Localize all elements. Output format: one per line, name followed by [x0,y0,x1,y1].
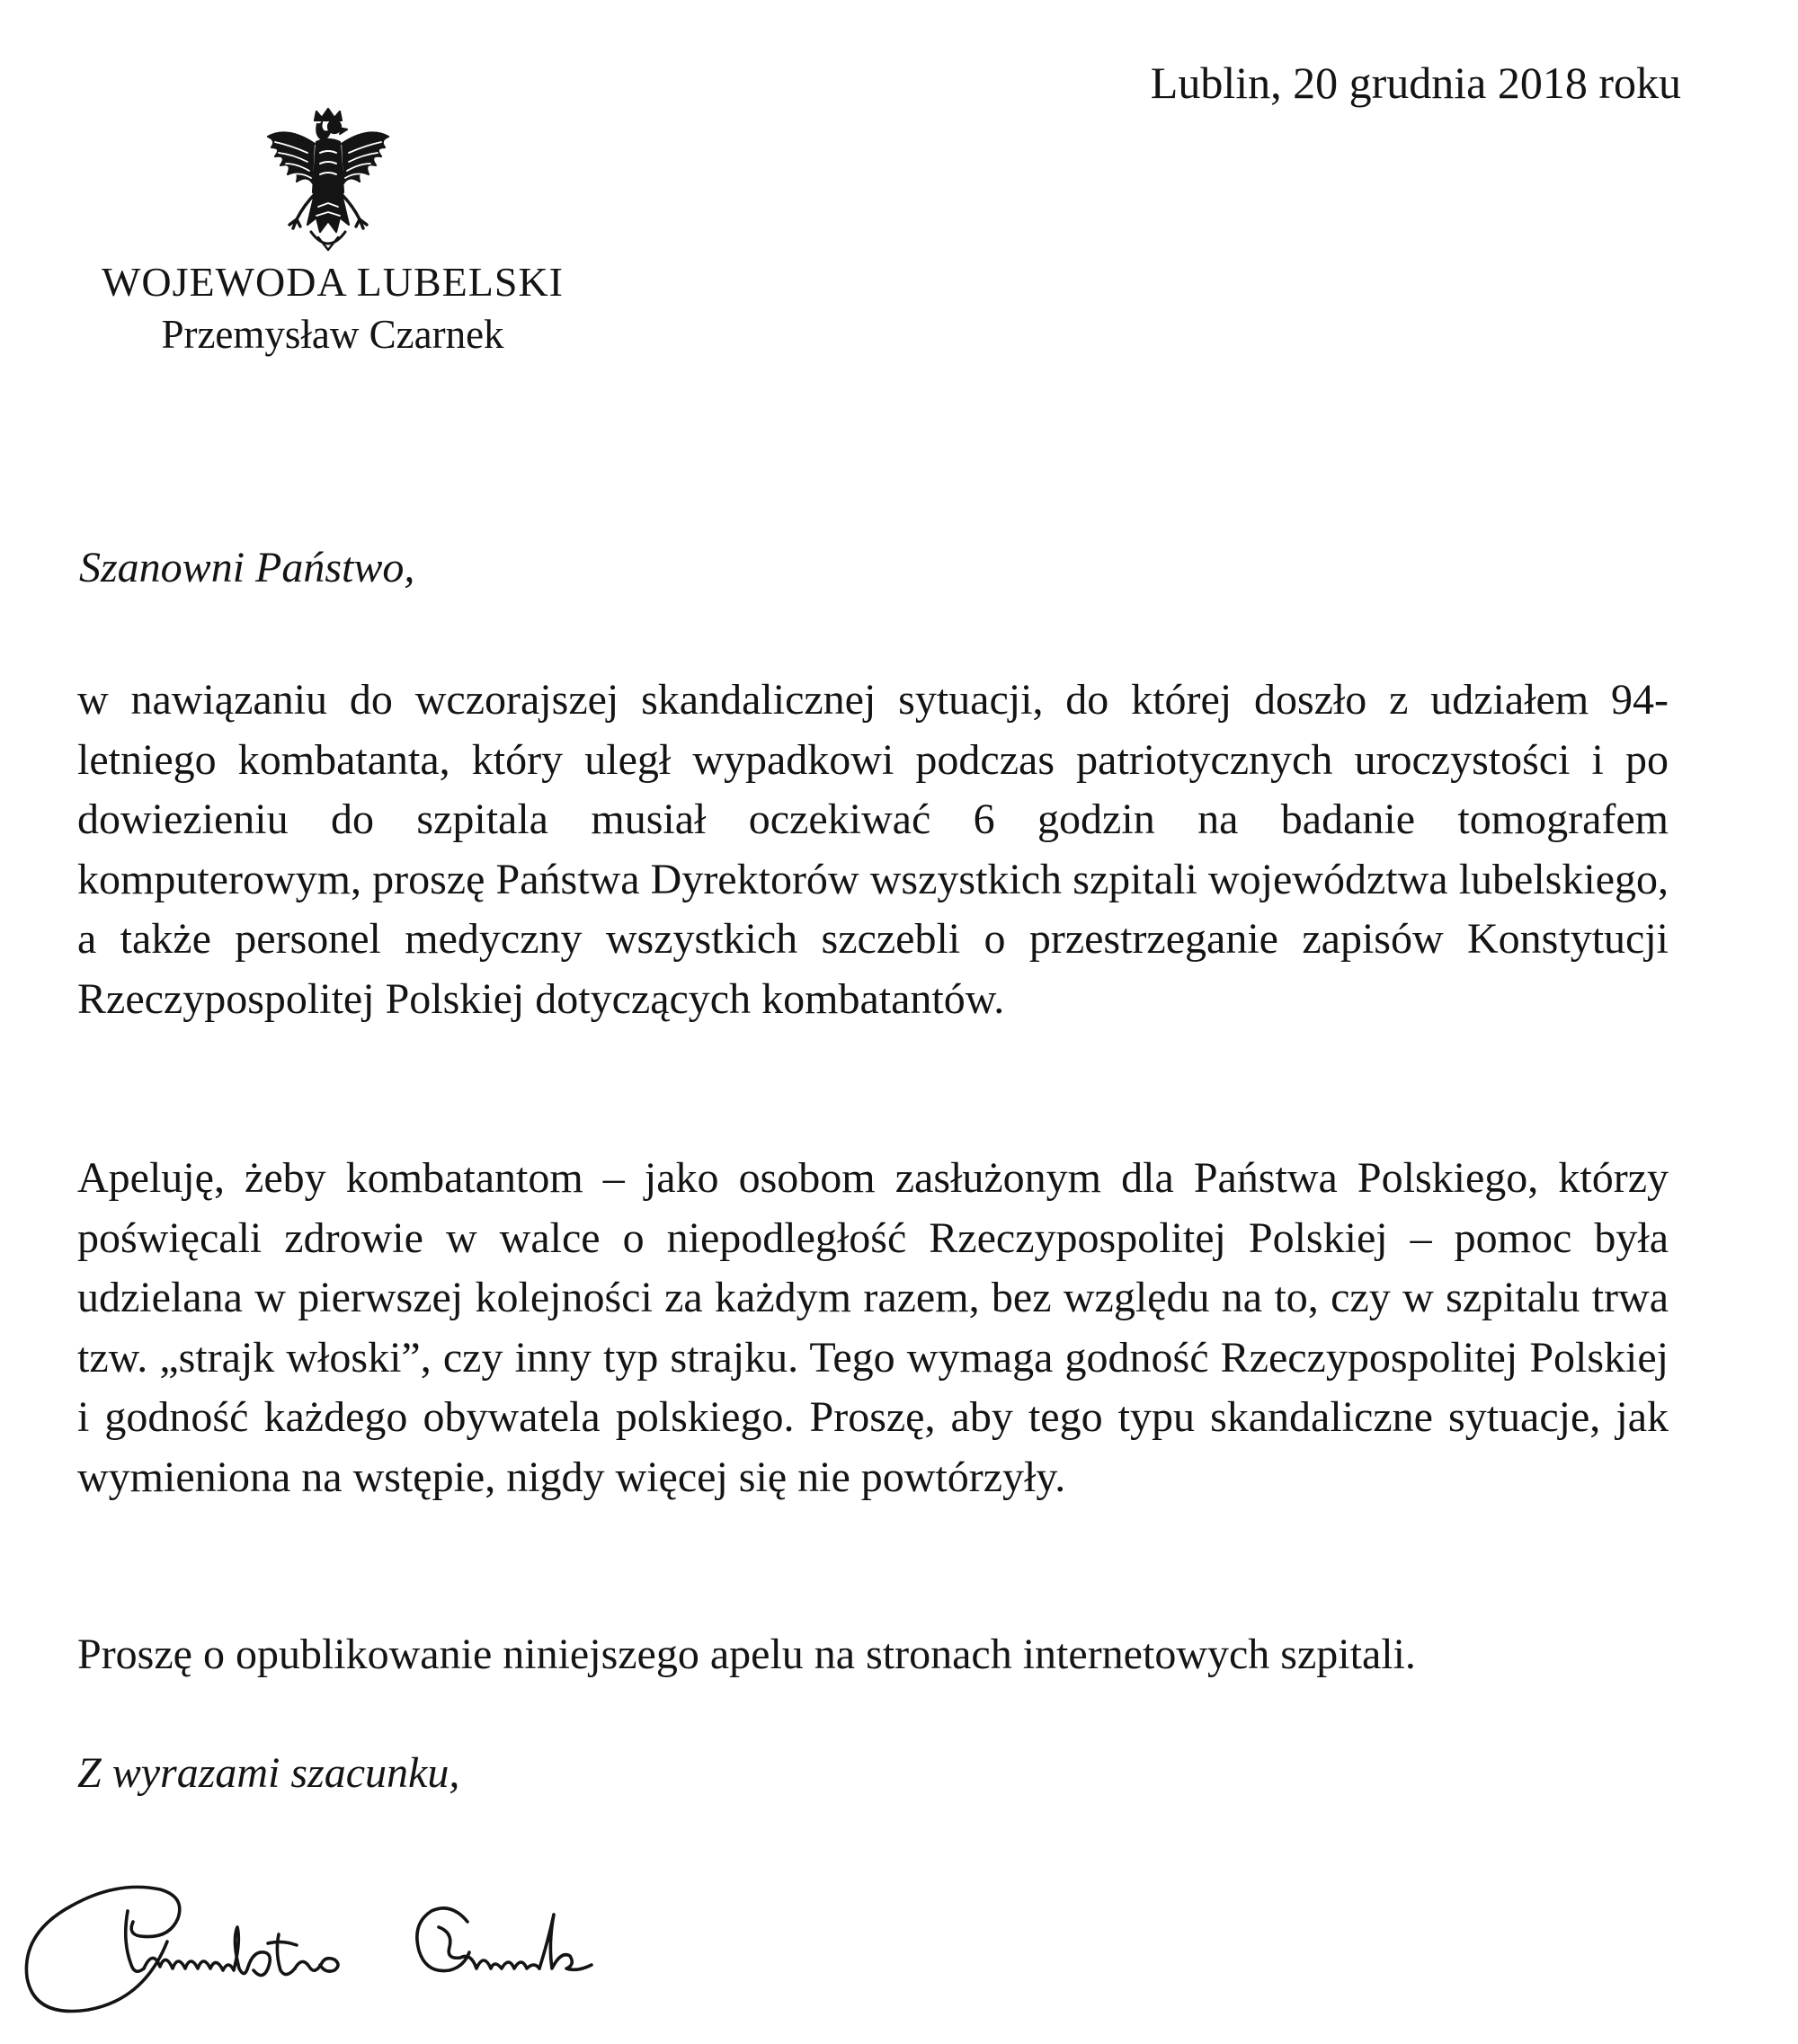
closing-phrase: Z wyrazami szacunku, [77,1749,460,1797]
sender-name: Przemysław Czarnek [161,312,504,358]
polish-eagle-emblem-icon [261,106,396,257]
letter-paragraph-2: Apeluję, żeby kombatantom – jako osobom zasłużonym dla Państwa Polskiego, którzy poświęcali zdrowie w walce o niepodległość Rzeczypospolitej Polskiej – pomoc była udzielana w pierwszej kolejności za każdym razem, bez względu na to, czy w szpitalu trwa tzw. „strajk włoski”, czy inny typ strajku. Tego wymaga godność Rzeczypospolitej Polskiej i godność każdego obywatela polskiego. Proszę, aby tego typu skandaliczne sytuacje, jak wymieniona na wstępie, nigdy więcej się nie powtórzyły. [77,1154,1669,1501]
letter-paragraph-1: w nawiązaniu do wczorajszej skandalicznej sytuacji, do której doszło z udziałem 94-letniego kombatanta, który uległ wypadkowi podczas patriotycznych uroczystości i po dowiezieniu do szpitala musiał oczekiwać 6 godzin na badanie tomografem komputerowym, proszę Państwa Dyrektorów wszystkich szpitali województwa lubelskiego, a także personel medyczny wszystkich szczebli o przestrzeganie zapisów Konstytucji Rzeczypospolitej Polskiej dotyczących kombatantów. [77,676,1669,1023]
sender-block [0,257,665,359]
letter-date: Lublin, 20 grudnia 2018 roku [1150,58,1681,108]
letter-paragraph-3: Proszę o opublikowanie niniejszego apelu na stronach internetowych szpitali. [77,1631,1416,1678]
salutation: Szanowni Państwo, [79,544,415,591]
sender-office-title: WOJEWODA LUBELSKI [102,259,564,305]
handwritten-signature [9,1834,638,2022]
